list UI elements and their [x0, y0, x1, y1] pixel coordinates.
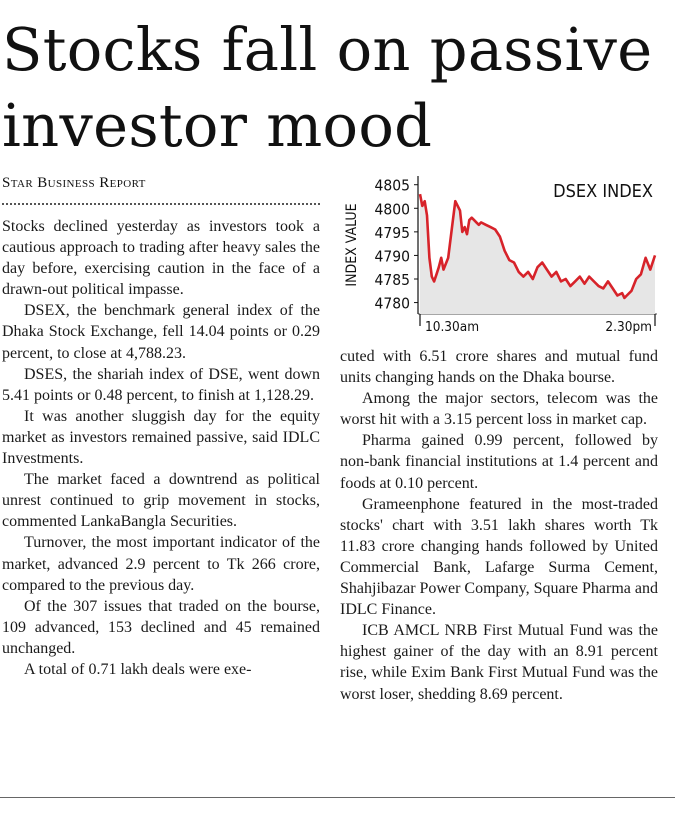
- byline: Star Business Report: [2, 175, 146, 191]
- paragraph: Pharma gained 0.99 percent, followed by non-bank financial institutions at 1.4 percent and foods at 0.10 percent.: [340, 432, 658, 492]
- paragraph: Turnover, the most important indicator of the market, advanced 2.9 percent to Tk 266 crore, compared to the previous day.: [2, 534, 320, 594]
- chart-y-tick-label: 4785: [374, 271, 410, 289]
- byline-divider: [2, 203, 320, 205]
- chart-y-axis-label: INDEX VALUE: [344, 203, 360, 287]
- chart-title: DSEX INDEX: [553, 181, 653, 202]
- chart-area-fill: [420, 194, 655, 314]
- chart-y-tick-label: 4800: [374, 200, 410, 219]
- dsex-chart-svg: [336, 172, 668, 338]
- paragraph: Stocks declined yesterday as investors took a cautious approach to trading after heavy sales the day before, exercising caution in the face of a drawn-out political impasse.: [2, 218, 320, 299]
- dsex-chart: [336, 172, 668, 338]
- paragraph: Of the 307 issues that traded on the bourse, 109 advanced, 153 declined and 45 remained unchanged.: [2, 597, 320, 657]
- chart-y-tick-label: 4805: [374, 176, 410, 195]
- article-column-left: [2, 216, 320, 680]
- paragraph: It was another sluggish day for the equity market as investors remained passive, said IDLC Investments.: [2, 407, 320, 468]
- paragraph: DSEX, the benchmark general index of the Dhaka Stock Exchange, fell 14.04 points or 0.29 percent, to close at 4,788.23.: [2, 302, 320, 362]
- paragraph: Among the major sectors, telecom was the worst hit with a 3.15 percent loss in market cap.: [340, 390, 658, 429]
- headline: Stocks fall on passive investor mood: [2, 15, 653, 160]
- chart-x-tick-label: 10.30am: [425, 319, 480, 335]
- paragraph: Grameenphone featured in the most-traded stocks' chart with 3.51 lakh shares worth Tk 11.83 crore changing hands followed by United Commercial Bank, Lafarge Surma Cement, Shahjibazar Power Company, Square Pharma and IDLC Finance.: [340, 495, 658, 619]
- paragraph: cuted with 6.51 crore shares and mutual fund units changing hands on the Dhaka bourse.: [340, 348, 658, 387]
- paragraph: A total of 0.71 lakh deals were exe-: [24, 660, 252, 678]
- chart-y-tick-label: 4790: [374, 247, 410, 266]
- paragraph: ICB AMCL NRB First Mutual Fund was the highest gainer of the day with an 8.91 percent rise, while Exim Bank First Mutual Fund was the worst loser, shedding 8.69 percent.: [340, 622, 658, 703]
- chart-y-tick-label: 4795: [374, 223, 410, 242]
- paragraph: DSES, the shariah index of DSE, went down 5.41 points or 0.48 percent, to finish at 1,128.29.: [2, 365, 320, 404]
- bottom-rule: [0, 797, 675, 798]
- chart-x-tick-label: 2.30pm: [605, 319, 652, 335]
- article-column-right: [340, 346, 658, 705]
- chart-y-tick-label: 4780: [374, 294, 410, 313]
- paragraph: The market faced a downtrend as political unrest continued to grip movement in stocks, commented LankaBangla Securities.: [2, 471, 320, 531]
